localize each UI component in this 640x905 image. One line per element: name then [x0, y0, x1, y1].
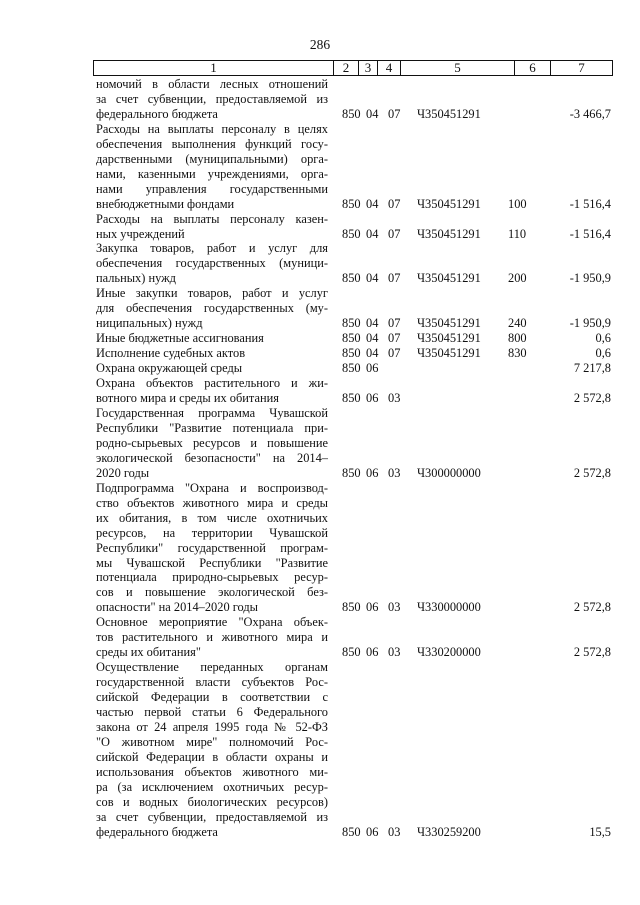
description-line: тов растительного и животного мира и — [96, 630, 328, 645]
amount: 2 572,8 — [573, 391, 611, 406]
section-code: 04 — [366, 316, 379, 331]
subsection-code: 03 — [388, 824, 401, 839]
section-code: 04 — [366, 226, 379, 241]
amount: -1 950,9 — [569, 316, 611, 331]
description-line: Республики" государственной програм- — [96, 540, 328, 555]
description-line: обеспечения выполнения функций госу- — [96, 136, 328, 151]
section-code: 06 — [366, 645, 379, 660]
ministry-code: 850 — [342, 226, 361, 241]
description-line: Республики "Развитие потенциала при- — [96, 420, 328, 435]
ministry-code: 850 — [342, 465, 361, 480]
section-code: 04 — [366, 196, 379, 211]
page-number: 286 — [309, 37, 331, 52]
description-line: потенциала природно-сырьевых ресур- — [96, 570, 328, 585]
description-line: для обеспечения государственных (му- — [96, 301, 328, 316]
ministry-code: 850 — [342, 316, 361, 331]
target-article-code: Ч300000000 — [417, 465, 481, 480]
description-line: Подпрограмма "Охрана и воспроизвод- — [96, 480, 328, 495]
expense-type-code: 100 — [508, 196, 527, 211]
row-codes — [96, 645, 611, 660]
expense-type-code: 110 — [508, 226, 527, 241]
target-article-code: Ч350451291 — [417, 226, 481, 241]
description-line: ство объектов животного мира и среды — [96, 495, 328, 510]
description-line: их обитания, в том числе охотничьих — [96, 510, 328, 525]
subsection-code: 07 — [388, 271, 401, 286]
table-body — [96, 77, 611, 840]
column-header-5: 5 — [400, 61, 514, 75]
description-line: внебюджетными фондами — [96, 196, 235, 211]
table-row — [96, 361, 611, 376]
description-line: Иные бюджетные ассигнования — [96, 331, 264, 346]
description-line: ра (за исключением охотничьих ресур- — [96, 779, 328, 794]
target-article-code: Ч350451291 — [417, 331, 481, 346]
row-codes — [96, 197, 611, 212]
description-line: нами управления государственными — [96, 181, 328, 196]
subsection-code: 03 — [388, 645, 401, 660]
target-article-code: Ч350451291 — [417, 271, 481, 286]
target-article-code: Ч330200000 — [417, 645, 481, 660]
amount: -1 950,9 — [569, 271, 611, 286]
row-codes — [96, 346, 611, 361]
column-header-2: 2 — [333, 61, 358, 75]
row-codes — [96, 466, 611, 481]
description-line: за счет субвенции, предоставляемой из — [96, 91, 328, 106]
ministry-code: 850 — [342, 331, 361, 346]
column-header-1: 1 — [210, 60, 217, 75]
subsection-code: 07 — [388, 106, 401, 121]
ministry-code: 850 — [342, 196, 361, 211]
description-line: за счет субвенции, предоставляемой из — [96, 809, 328, 824]
amount: 2 572,8 — [573, 645, 611, 660]
description-line: Исполнение судебных актов — [96, 346, 246, 361]
table-row — [96, 331, 611, 346]
description-line: сов и повышение экологической без- — [96, 585, 328, 600]
expense-type-code: 830 — [508, 346, 527, 361]
row-codes — [96, 361, 611, 376]
amount: 0,6 — [595, 346, 611, 361]
ministry-code: 850 — [342, 361, 361, 376]
expense-type-code: 800 — [508, 331, 527, 346]
amount: 2 572,8 — [573, 465, 611, 480]
description-line: Иные закупки товаров, работ и услуг — [96, 286, 328, 301]
target-article-code: Ч350451291 — [417, 316, 481, 331]
description-line: Охрана окружающей среды — [96, 361, 243, 376]
subsection-code: 07 — [388, 226, 401, 241]
table-row — [96, 122, 611, 212]
section-code: 06 — [366, 600, 379, 615]
description-line: государственной власти субъектов Рос- — [96, 675, 328, 690]
row-codes — [96, 825, 611, 840]
row-description — [96, 660, 328, 839]
table-row — [96, 406, 611, 481]
table-row — [96, 77, 611, 122]
subsection-code: 07 — [388, 196, 401, 211]
target-article-code: Ч350451291 — [417, 196, 481, 211]
description-line: мы Чувашской Республики "Развитие — [96, 555, 328, 570]
description-line: ниципальных) нужд — [96, 316, 203, 331]
section-code: 06 — [366, 465, 379, 480]
description-line: опасности" на 2014–2020 годы — [96, 600, 258, 615]
section-code: 06 — [366, 361, 379, 376]
column-header-3: 3 — [358, 61, 377, 75]
description-line: сийской Федерации в области охраны и — [96, 749, 328, 764]
description-line: федерального бюджета — [96, 106, 218, 121]
ministry-code: 850 — [342, 271, 361, 286]
row-codes — [96, 316, 611, 331]
table-row — [96, 346, 611, 361]
description-line: Расходы на выплаты персоналу в целях — [96, 121, 328, 136]
table-row — [96, 212, 611, 242]
expense-type-code: 200 — [508, 271, 527, 286]
table-row — [96, 286, 611, 331]
description-line: "О животном мире" полномочий Рос- — [96, 734, 328, 749]
amount: -3 466,7 — [569, 106, 611, 121]
section-code: 04 — [366, 331, 379, 346]
row-codes — [96, 600, 611, 615]
table-header — [93, 60, 613, 76]
column-header-6: 6 — [514, 61, 550, 75]
section-code: 04 — [366, 346, 379, 361]
row-codes — [96, 226, 611, 241]
description-line: использования объектов животного ми- — [96, 764, 328, 779]
section-code: 04 — [366, 271, 379, 286]
ministry-code: 850 — [342, 391, 361, 406]
amount: 0,6 — [595, 331, 611, 346]
table-row — [96, 660, 611, 839]
ministry-code: 850 — [342, 824, 361, 839]
expense-type-code: 240 — [508, 316, 527, 331]
description-line: Охрана объектов растительного и жи- — [96, 376, 328, 391]
description-line: 2020 годы — [96, 465, 150, 480]
ministry-code: 850 — [342, 645, 361, 660]
description-line: сов и водных биологических ресурсов) — [96, 794, 328, 809]
description-line: федерального бюджета — [96, 824, 218, 839]
column-header-4: 4 — [377, 61, 400, 75]
description-line: Государственная программа Чувашской — [96, 405, 328, 420]
section-code: 06 — [366, 824, 379, 839]
row-description — [96, 481, 328, 616]
description-line: обеспечения государственных (муници- — [96, 256, 328, 271]
table-row — [96, 615, 611, 660]
description-line: экологической безопасности" на 2014– — [96, 450, 328, 465]
description-line: частью первой статьи 6 Федерального — [96, 705, 328, 720]
description-line: номочий в области лесных отношений — [96, 77, 328, 91]
amount: 7 217,8 — [573, 361, 611, 376]
target-article-code: Ч330259200 — [417, 824, 481, 839]
description-line: родно-сырьевых ресурсов и повышение — [96, 435, 328, 450]
description-line: ресурсов, на территории Чувашской — [96, 525, 328, 540]
amount: 2 572,8 — [573, 600, 611, 615]
table-row — [96, 241, 611, 286]
row-codes — [96, 271, 611, 286]
ministry-code: 850 — [342, 346, 361, 361]
amount: -1 516,4 — [569, 196, 611, 211]
table-row — [96, 481, 611, 616]
description-line: ных учреждений — [96, 226, 185, 241]
subsection-code: 07 — [388, 331, 401, 346]
description-line: среды их обитания" — [96, 645, 201, 660]
description-line: вотного мира и среды их обитания — [96, 391, 279, 406]
section-code: 06 — [366, 391, 379, 406]
description-line: пальных) нужд — [96, 271, 176, 286]
amount: 15,5 — [589, 824, 611, 839]
description-line: нами, казенными учреждениями, орга- — [96, 166, 328, 181]
description-line: закона от 24 апреля 1995 года № 52-ФЗ — [96, 719, 328, 734]
subsection-code: 07 — [388, 346, 401, 361]
target-article-code: Ч350451291 — [417, 346, 481, 361]
target-article-code: Ч330000000 — [417, 600, 481, 615]
subsection-code: 03 — [388, 391, 401, 406]
table-row — [96, 376, 611, 406]
description-line: Осуществление переданных органам — [96, 660, 328, 675]
row-codes — [96, 107, 611, 122]
amount: -1 516,4 — [569, 226, 611, 241]
description-line: Расходы на выплаты персоналу казен- — [96, 211, 328, 226]
column-header-7: 7 — [550, 61, 612, 75]
subsection-code: 03 — [388, 600, 401, 615]
description-line: Закупка товаров, работ и услуг для — [96, 241, 328, 256]
row-codes — [96, 331, 611, 346]
description-line: дарственными (муниципальными) орга- — [96, 151, 328, 166]
ministry-code: 850 — [342, 106, 361, 121]
section-code: 04 — [366, 106, 379, 121]
row-codes — [96, 391, 611, 406]
ministry-code: 850 — [342, 600, 361, 615]
description-line: сийской Федерации в соответствии с — [96, 690, 328, 705]
subsection-code: 07 — [388, 316, 401, 331]
subsection-code: 03 — [388, 465, 401, 480]
description-line: Основное мероприятие "Охрана объек- — [96, 615, 328, 630]
target-article-code: Ч350451291 — [417, 106, 481, 121]
